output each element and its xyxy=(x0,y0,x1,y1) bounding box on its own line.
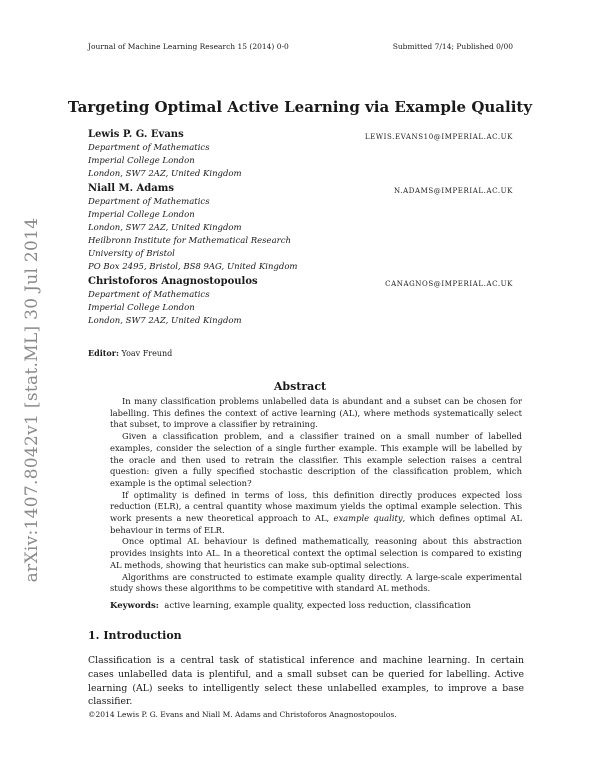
author-email-3: CANAGNOS@IMPERIAL.AC.UK xyxy=(385,280,513,288)
author-name-2: Niall M. Adams xyxy=(88,183,174,194)
abstract-paragraph: Once optimal AL behaviour is defined mathematically, reasoning about this abstraction provides insights into AL. In a theoretical context the optimal selection is compared to existing AL methods, showing that heuristics can make sub-optimal selections. xyxy=(110,536,522,570)
affiliation-line: Imperial College London xyxy=(88,156,195,166)
abstract-text: If optimality is defined in terms of loss, this definition directly produces expected loss reduction (ELR), a central quantity whose maximum yields the optimal example selection. This work presents a new theoretical approach to AL, xyxy=(110,489,522,524)
arxiv-stamp: arXiv:1407.8042v1 [stat.ML] 30 Jul 2014 xyxy=(22,217,42,583)
abstract-paragraph: Given a classification problem, and a classifier trained on a small number of labelled examples, consider the selection of a single further example. This example will be labelled by the oracle and then used to retrain the classifier. This example selection raises a central question: given a fully specified stochastic description of the classification problem, which example is the optimal selection? xyxy=(110,431,522,488)
editor-line xyxy=(88,348,172,358)
affiliation-line: Department of Mathematics xyxy=(88,290,210,300)
keywords-line xyxy=(110,601,471,611)
keywords-text: active learning, example quality, expected loss reduction, classification xyxy=(164,601,471,611)
author-email-2: N.ADAMS@IMPERIAL.AC.UK xyxy=(393,187,513,195)
author-name-3: Christoforos Anagnostopoulos xyxy=(88,276,258,287)
affiliation-line: London, SW7 2AZ, United Kingdom xyxy=(88,223,242,233)
affiliation-line: PO Box 2495, Bristol, BS8 9AG, United Kingdom xyxy=(88,262,298,272)
submission-info: Submitted 7/14; Published 0/00 xyxy=(392,42,513,51)
section-heading: 1. Introduction xyxy=(88,629,182,642)
author-affiliation-3 xyxy=(88,289,242,328)
abstract-paragraph xyxy=(110,490,522,537)
affiliation-line: Department of Mathematics xyxy=(88,143,210,153)
journal-header: Journal of Machine Learning Research 15 (2014) 0-0 xyxy=(88,42,289,51)
section-body xyxy=(88,654,524,709)
abstract-text: , which defines optimal AL behaviour in terms of ELR. xyxy=(110,513,523,535)
affiliation-line: Heilbronn Institute for Mathematical Research xyxy=(88,236,291,246)
affiliation-line: London, SW7 2AZ, United Kingdom xyxy=(88,169,242,179)
affiliation-line: University of Bristol xyxy=(88,249,175,259)
author-email-1: LEWIS.EVANS10@IMPERIAL.AC.UK xyxy=(364,133,513,141)
body-paragraph: Classification is a central task of statistical inference and machine learning. In certain cases unlabelled data is plentiful, and a small subset can be queried for labelling. Active learning (AL) seeks to intelligently select these unlabelled examples, to improve a base classifier. xyxy=(88,655,524,708)
affiliation-line: Department of Mathematics xyxy=(88,197,210,207)
affiliation-line: Imperial College London xyxy=(88,303,195,313)
copyright-footer: ©2014 Lewis P. G. Evans and Niall M. Adams and Christoforos Anagnostopoulos. xyxy=(88,710,397,719)
abstract-paragraph: Algorithms are constructed to estimate example quality directly. A large-scale experimental study shows these algorithms to be competitive with standard AL methods. xyxy=(110,571,522,594)
author-affiliation-1 xyxy=(88,142,242,181)
author-affiliation-2 xyxy=(88,196,298,274)
abstract-emphasis: example quality xyxy=(333,513,403,524)
affiliation-line: London, SW7 2AZ, United Kingdom xyxy=(88,316,242,326)
abstract-heading: Abstract xyxy=(273,380,327,393)
affiliation-line: Imperial College London xyxy=(88,210,195,220)
author-name-1: Lewis P. G. Evans xyxy=(88,129,184,140)
keywords-label: Keywords: xyxy=(110,601,159,611)
editor-name: Yoav Freund xyxy=(121,349,173,358)
editor-label: Editor: xyxy=(88,348,119,358)
paper-title: Targeting Optimal Active Learning via Example Quality xyxy=(67,98,533,116)
abstract-body xyxy=(110,396,522,595)
abstract-paragraph: In many classification problems unlabelled data is abundant and a subset can be chosen for labelling. This defines the context of active learning (AL), where methods systematically select that subset, to improve a classifier by retraining. xyxy=(110,396,522,430)
